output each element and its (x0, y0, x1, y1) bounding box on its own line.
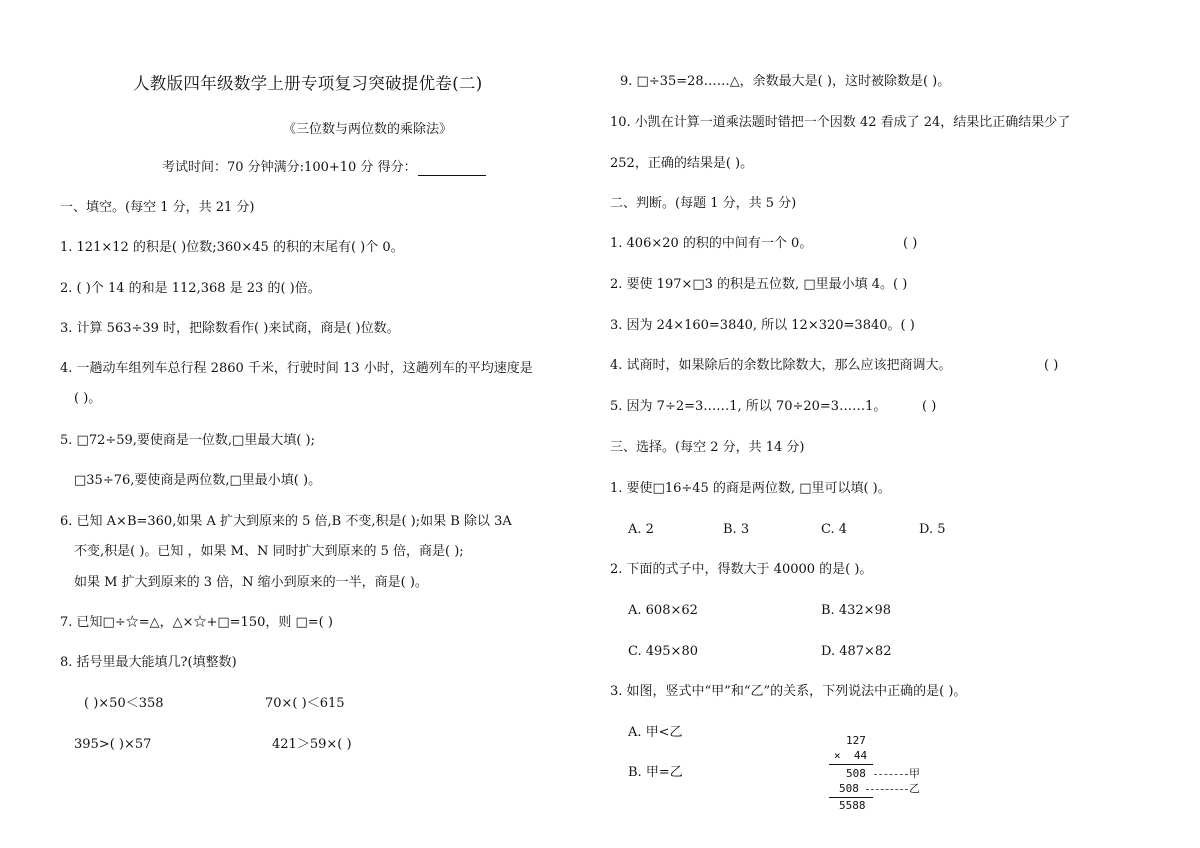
choice-3-option-b: B. 甲=乙 (628, 765, 683, 780)
choice-2-option-b: B. 432×98 (821, 603, 892, 618)
choice-1-option-c: C. 4 (821, 522, 848, 537)
calc-row-5: 5588 (839, 799, 866, 812)
choice-2-option-d: D. 487×82 (821, 644, 892, 659)
judge-5-paren: ( ) (922, 399, 937, 414)
question-10-line2: 252，正确的结果是( )。 (610, 156, 754, 171)
judge-2: 2. 要使 197×□3 的积是五位数, □里最小填 4。( ) (610, 277, 908, 292)
page-subtitle: 《三位数与两位数的乘除法》 (283, 122, 453, 137)
judge-1: 1. 406×20 的积的中间有一个 0。 (610, 236, 813, 251)
leader-yi (866, 789, 908, 790)
calc-row-2: × 44 (834, 749, 868, 762)
section2-heading: 二、判断。(每题 1 分，共 5 分) (610, 196, 797, 211)
choice-3-option-a: A. 甲<乙 (628, 725, 683, 740)
question-9: 9. □÷35=28……△，余数最大是( )，这时被除数是( )。 (620, 74, 951, 89)
question-8a: ( )×50＜358 (84, 696, 164, 711)
question-6-line1: 6. 已知 A×B=360,如果 A 扩大到原来的 5 倍,B 不变,积是( );如果 B 除以 3A (60, 514, 512, 529)
choice-2: 2. 下面的式子中，得数大于 40000 的是( )。 (610, 562, 873, 577)
choice-1: 1. 要使□16÷45 的商是两位数, □里可以填( )。 (610, 481, 891, 496)
judge-5: 5. 因为 7÷2=3……1, 所以 70÷20=3……1。 (610, 399, 887, 414)
judge-3: 3. 因为 24×160=3840, 所以 12×320=3840。( ) (610, 318, 915, 333)
judge-4-paren: ( ) (1044, 358, 1059, 373)
question-1: 1. 121×12 的积是( )位数;360×45 的积的末尾有( )个 0。 (60, 240, 404, 255)
calc-line-2 (829, 797, 873, 798)
question-8: 8. 括号里最大能填几?(填整数) (60, 655, 237, 670)
question-6-line2: 不变,积是( )。已知 ，如果 M、N 同时扩大到原来的 5 倍，商是( ); (74, 544, 464, 559)
section1-heading: 一、填空。(每空 1 分，共 21 分) (60, 200, 255, 215)
score-blank (418, 175, 486, 176)
question-3: 3. 计算 563÷39 时，把除数看作( )来试商，商是( )位数。 (60, 321, 400, 336)
question-5-line1: 5. □72÷59,要使商是一位数,□里最大填( ); (60, 433, 315, 448)
question-4-line1: 4. 一趟动车组列车总行程 2860 千米，行驶时间 13 小时，这趟列车的平均速度是 (60, 361, 533, 376)
question-5-line2: □35÷76,要使商是两位数,□里最小填( )。 (74, 473, 322, 488)
page-title: 人教版四年级数学上册专项复习突破提优卷(二) (133, 74, 483, 93)
calc-row-1: 127 (846, 734, 866, 747)
question-4-line2: ( )。 (74, 391, 102, 406)
calc-row-3: 508 (846, 767, 866, 780)
exam-info: 考试时间：70 分钟满分:100+10 分 得分： (162, 160, 417, 175)
question-7: 7. 已知□÷☆=△，△×☆+□=150，则 □=( ) (60, 615, 333, 630)
question-8b: 70×( )＜615 (265, 696, 345, 711)
calc-row-4: 508 (839, 782, 859, 795)
choice-3: 3. 如图，竖式中“甲”和“乙”的关系，下列说法中正确的是( )。 (610, 684, 967, 699)
choice-2-option-c: C. 495×80 (628, 644, 698, 659)
question-8d: 421＞59×( ) (272, 737, 352, 752)
judge-1-paren: ( ) (903, 236, 918, 251)
calc-line-1 (829, 764, 873, 765)
question-2: 2. ( )个 14 的和是 112,368 是 23 的( )倍。 (60, 281, 321, 296)
question-8c: 395>( )×57 (74, 737, 152, 752)
choice-1-option-b: B. 3 (723, 522, 750, 537)
leader-jia (874, 774, 908, 775)
section3-heading: 三、选择。(每空 2 分，共 14 分) (610, 440, 805, 455)
question-6-line3: 如果 M 扩大到原来的 3 倍，N 缩小到原来的一半，商是( )。 (74, 575, 428, 590)
label-jia: 甲 (909, 767, 920, 780)
label-yi: 乙 (909, 782, 920, 795)
choice-2-option-a: A. 608×62 (628, 603, 698, 618)
question-10-line1: 10. 小凯在计算一道乘法题时错把一个因数 42 看成了 24，结果比正确结果少了 (610, 115, 1071, 130)
choice-1-option-d: D. 5 (919, 522, 946, 537)
choice-1-option-a: A. 2 (628, 522, 654, 537)
judge-4: 4. 试商时，如果除后的余数比除数大，那么应该把商调大。 (610, 358, 952, 373)
